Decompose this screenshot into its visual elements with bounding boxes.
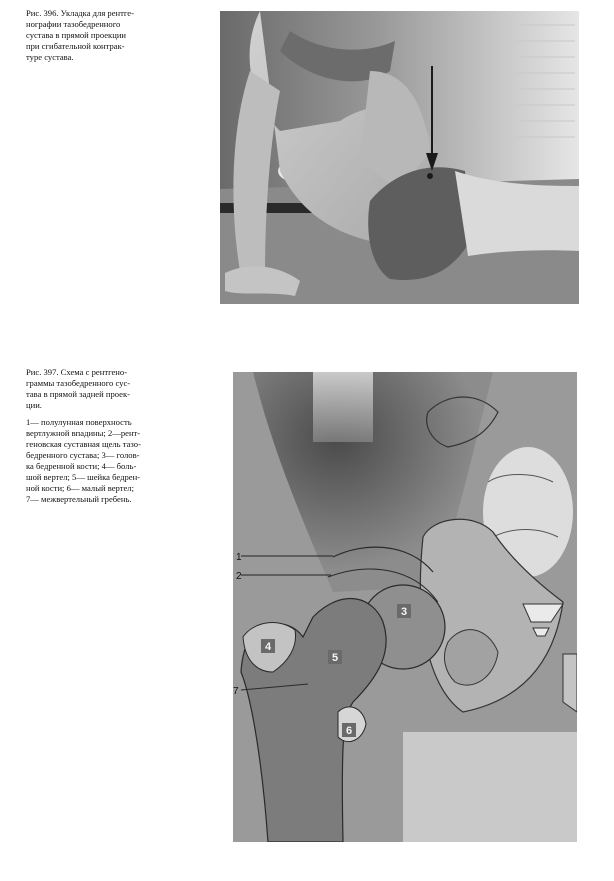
caption-line: Рис. 397. Схема с рентгено- <box>26 367 128 377</box>
caption-line: нографии тазобедренного <box>26 19 121 29</box>
positioning-photo-drawing <box>220 11 579 304</box>
legend-line: 7— межвертельный гребень. <box>26 494 132 504</box>
marker-2: 2 <box>236 571 242 582</box>
figure-397-caption <box>26 367 154 505</box>
marker-6: 6 <box>345 725 353 737</box>
positioning-photo <box>220 11 579 304</box>
figure-397-legend <box>26 417 154 505</box>
figure-396-caption <box>26 8 154 63</box>
marker-5: 5 <box>331 652 339 664</box>
legend-line: ной кости; 6— малый вертел; <box>26 483 134 493</box>
caption-line: граммы тазобедренного сус- <box>26 378 131 388</box>
legend-line: геновская суставная щель тазо- <box>26 439 141 449</box>
caption-line: тава в прямой задней проек- <box>26 389 131 399</box>
radiograph-drawing <box>233 372 577 842</box>
caption-line: при сгибательной контрак- <box>26 41 125 51</box>
legend-line: 1— полулунная поверхность <box>26 417 132 427</box>
marker-7: 7 <box>233 686 239 697</box>
legend-line: ка бедренной кости; 4— боль- <box>26 461 137 471</box>
caption-line: сустава в прямой проекции <box>26 30 127 40</box>
legend-line: шой вертел; 5— шейка бедрен- <box>26 472 141 482</box>
marker-1: 1 <box>236 552 242 563</box>
marker-4: 4 <box>264 641 272 653</box>
caption-line: туре сустава. <box>26 52 74 62</box>
legend-line: бедренного сустава; 3— голов- <box>26 450 140 460</box>
legend-line: вертлужной впадины; 2—рент- <box>26 428 141 438</box>
caption-line: ции. <box>26 400 42 410</box>
hip-radiograph-scheme <box>233 372 577 842</box>
caption-line: Рис. 396. Укладка для рентге- <box>26 8 134 18</box>
marker-3: 3 <box>400 606 408 618</box>
